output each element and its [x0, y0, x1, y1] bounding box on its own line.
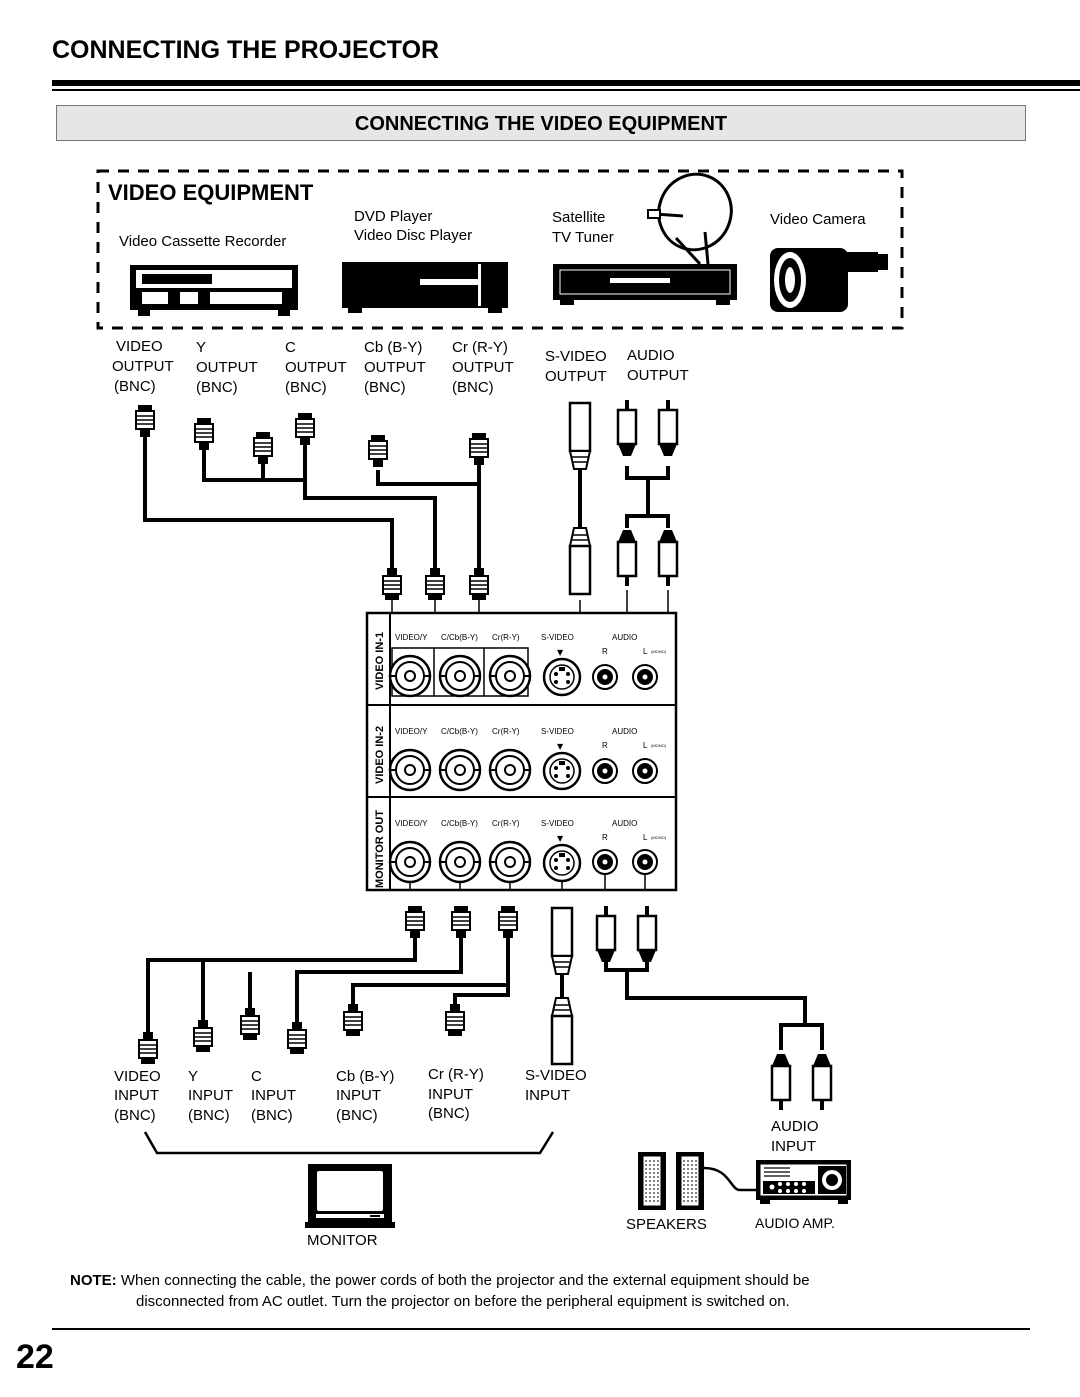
jack-label-c-cb-2: C/Cb(B-Y)	[441, 727, 478, 736]
speakers-icon	[638, 1152, 756, 1210]
jack-label-video-y-2: VIDEO/Y	[395, 727, 428, 736]
jack-label-cr-1: Cr(R-Y)	[492, 633, 520, 642]
speakers-label: SPEAKERS	[626, 1216, 707, 1233]
jack-label-l-2: L	[643, 741, 648, 750]
footer-rule	[52, 1328, 1030, 1330]
cb-output-label-1: Cb (B-Y)	[364, 339, 423, 356]
jack-label-c-cb-1: C/Cb(B-Y)	[441, 633, 478, 642]
jack-label-video-y-1: VIDEO/Y	[395, 633, 428, 642]
dvd-label-2: Video Disc Player	[354, 227, 473, 244]
jack-label-r-3: R	[602, 833, 608, 842]
video-output-label-3: (BNC)	[114, 378, 156, 395]
svideo-input-label-1: S-VIDEO	[525, 1067, 587, 1084]
c-output-label-2: OUTPUT	[285, 359, 347, 376]
note-label: NOTE:	[70, 1272, 117, 1289]
satellite-label-1: Satellite	[552, 209, 606, 226]
cb-output-label-3: (BNC)	[364, 379, 406, 396]
jack-label-l-1: L	[643, 647, 648, 656]
jack-label-audio-3: AUDIO	[612, 819, 638, 828]
audio-input-label-1: AUDIO	[771, 1118, 819, 1135]
vcr-label: Video Cassette Recorder	[119, 233, 287, 250]
cb-output-label-2: OUTPUT	[364, 359, 426, 376]
jack-label-mono-3: (MONO)	[651, 835, 667, 840]
satellite-label-2: TV Tuner	[552, 229, 614, 246]
jack-label-svideo-2: S-VIDEO	[541, 727, 574, 736]
jack-label-r-1: R	[602, 647, 608, 656]
input-labels	[114, 1066, 819, 1155]
cr-output-label-3: (BNC)	[452, 379, 494, 396]
svg-text:▼: ▼	[557, 742, 564, 751]
y-input-label-1: Y	[188, 1068, 199, 1085]
video-camera-icon	[770, 248, 888, 312]
cr-input-label-1: Cr (R-Y)	[428, 1066, 484, 1083]
cr-input-label-3: (BNC)	[428, 1105, 470, 1122]
note-line-1: When connecting the cable, the power cords of both the projector and the external equipment should be	[120, 1272, 810, 1289]
jack-label-audio-1: AUDIO	[612, 633, 638, 642]
jack-label-mono-2: (MONO)	[651, 743, 667, 748]
jack-label-mono-1: (MONO)	[651, 649, 667, 654]
note-text	[70, 1270, 1030, 1312]
camera-label: Video Camera	[770, 211, 866, 228]
y-output-label-1: Y	[196, 339, 207, 356]
video-output-label-2: OUTPUT	[112, 358, 174, 375]
video-in-1-label: VIDEO IN-1	[374, 631, 386, 690]
satellite-tuner-icon	[553, 264, 737, 305]
c-input-label-3: (BNC)	[251, 1107, 293, 1124]
vcr-icon	[130, 265, 298, 316]
y-output-label-2: OUTPUT	[196, 359, 258, 376]
y-output-label-3: (BNC)	[196, 379, 238, 396]
page-number: 22	[16, 1338, 54, 1376]
jack-label-video-y-3: VIDEO/Y	[395, 819, 428, 828]
svideo-input-label-2: INPUT	[525, 1087, 570, 1104]
cr-output-label-1: Cr (R-Y)	[452, 339, 508, 356]
monitor-bracket	[145, 1132, 553, 1153]
c-input-label-2: INPUT	[251, 1087, 296, 1104]
jack-label-cr-2: Cr(R-Y)	[492, 727, 520, 736]
page-title: CONNECTING THE PROJECTOR	[52, 36, 440, 64]
monitor-out-label: MONITOR OUT	[374, 809, 386, 888]
section-title: CONNECTING THE VIDEO EQUIPMENT	[354, 113, 728, 135]
output-labels	[112, 338, 689, 396]
jack-label-c-cb-3: C/Cb(B-Y)	[441, 819, 478, 828]
jack-label-r-2: R	[602, 741, 608, 750]
dvd-label-1: DVD Player	[354, 208, 433, 225]
audio-output-label-1: AUDIO	[627, 347, 675, 364]
c-output-label-3: (BNC)	[285, 379, 327, 396]
video-equipment-title: VIDEO EQUIPMENT	[108, 180, 314, 205]
svg-text:▼: ▼	[557, 834, 564, 843]
dvd-player-icon	[342, 262, 508, 313]
jack-label-l-3: L	[643, 833, 648, 842]
svideo-output-label-2: OUTPUT	[545, 368, 607, 385]
cr-output-label-2: OUTPUT	[452, 359, 514, 376]
video-input-label-1: VIDEO	[114, 1068, 161, 1085]
c-input-label-1: C	[251, 1068, 262, 1085]
audio-output-label-2: OUTPUT	[627, 367, 689, 384]
jack-label-svideo-3: S-VIDEO	[541, 819, 574, 828]
audio-input-label-2: INPUT	[771, 1138, 816, 1155]
note-line-2: disconnected from AC outlet. Turn the projector on before the peripheral equipment is switched on.	[136, 1293, 790, 1310]
y-input-label-3: (BNC)	[188, 1107, 230, 1124]
video-input-label-3: (BNC)	[114, 1107, 156, 1124]
monitor-icon	[305, 1164, 395, 1228]
cb-input-label-1: Cb (B-Y)	[336, 1068, 395, 1085]
jack-label-svideo-1: S-VIDEO	[541, 633, 574, 642]
satellite-dish-icon	[648, 164, 742, 264]
audio-amp-icon	[756, 1160, 851, 1204]
jack-label-cr-3: Cr(R-Y)	[492, 819, 520, 828]
monitor-label: MONITOR	[307, 1232, 378, 1249]
video-output-label-1: VIDEO	[116, 338, 163, 355]
video-in-2-label: VIDEO IN-2	[374, 725, 386, 784]
cr-input-label-2: INPUT	[428, 1086, 473, 1103]
connector-panel	[367, 613, 676, 890]
y-input-label-2: INPUT	[188, 1087, 233, 1104]
c-output-label-1: C	[285, 339, 296, 356]
jack-label-audio-2: AUDIO	[612, 727, 638, 736]
amp-label: AUDIO AMP.	[755, 1215, 835, 1231]
svg-text:▼: ▼	[557, 648, 564, 657]
svideo-output-label-1: S-VIDEO	[545, 348, 607, 365]
cb-input-label-3: (BNC)	[336, 1107, 378, 1124]
video-input-label-2: INPUT	[114, 1087, 159, 1104]
cb-input-label-2: INPUT	[336, 1087, 381, 1104]
